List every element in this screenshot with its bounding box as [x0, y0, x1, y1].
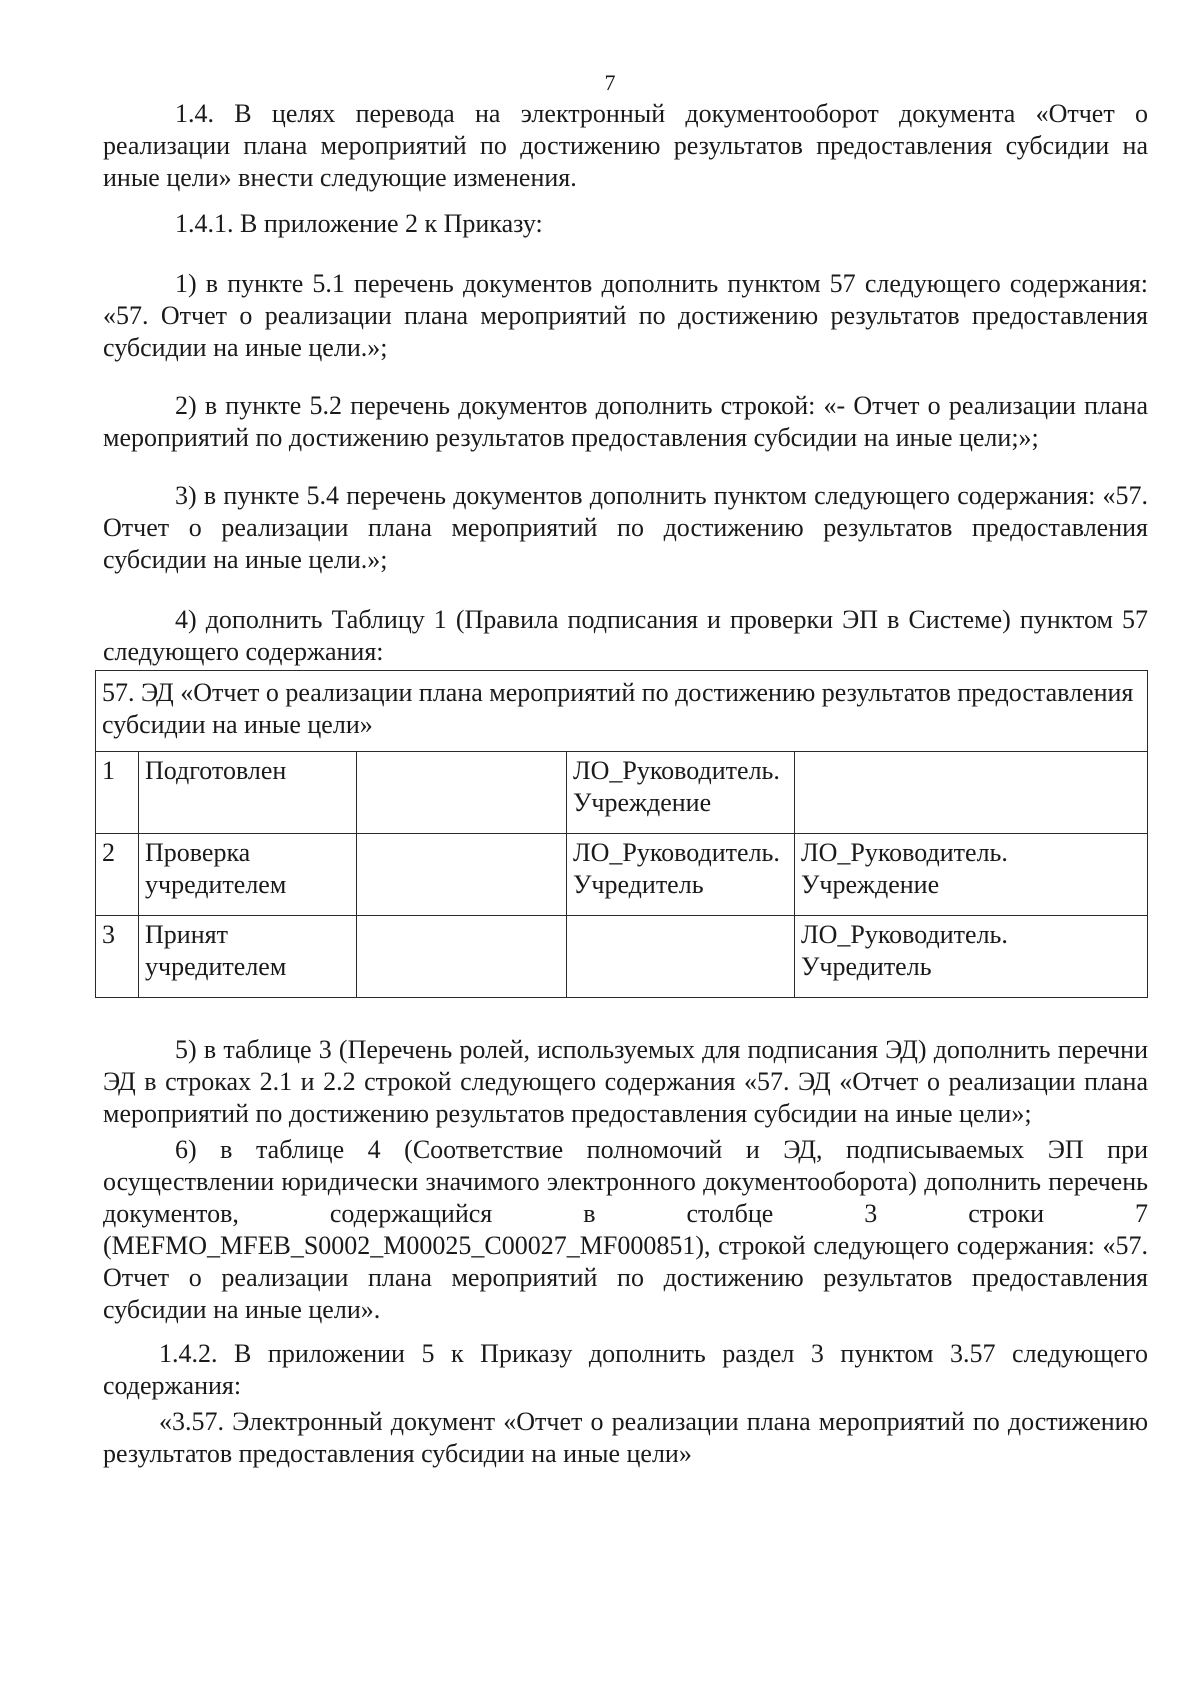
row-col3: [357, 834, 567, 916]
row-col3: [357, 916, 567, 998]
role-line: Учреждение: [573, 788, 712, 817]
role-line: Учредитель: [801, 952, 932, 981]
row-status: [139, 834, 357, 916]
status-line: Принят: [145, 920, 228, 949]
row-status: [139, 916, 357, 998]
table-row: [96, 834, 1148, 916]
status-line: Подготовлен: [145, 756, 287, 785]
table-header-row: [96, 671, 1148, 752]
role-line: Учреждение: [801, 870, 940, 899]
row-number: 3: [96, 916, 139, 998]
role-line: ЛО_Руководитель.: [573, 838, 780, 867]
status-line: учредителем: [145, 952, 287, 981]
list-item-5: 5) в таблице 3 (Перечень ролей, используемых для подписания ЭД) дополнить перечни ЭД в строках 2.1 и 2.2 строкой следующего содержания «57. ЭД «Отчет о реализации плана мероприятий по достижению результатов предоставления субсидии на иные цели»;: [103, 1035, 1148, 1128]
table-header-cell: 57. ЭД «Отчет о реализации плана мероприятий по достижению результатов предоставления субсидии на иные цели»: [96, 671, 1148, 752]
table-row: [96, 916, 1148, 998]
row-number: 1: [96, 752, 139, 834]
role-line: ЛО_Руководитель.: [573, 756, 780, 785]
page-number: 7: [604, 70, 616, 95]
table-row: [96, 752, 1148, 834]
list-item-6: 6) в таблице 4 (Соответствие полномочий и ЭД, подписываемых ЭП при осуществлении юридически значимого электронного документооборота) дополнить перечень документов, содержащийся в столбце 3 строки 7 (MEFMO_MFEB_S0002_M00025_C00027_MF000851), строкой следующего содержания: «57. Отчет о реализации плана мероприятий по достижению результатов предоставления субсидии на иные цели».: [103, 1135, 1148, 1324]
row-role-signer: [567, 752, 795, 834]
row-role-signer: [567, 916, 795, 998]
paragraph-1-4-1: 1.4.1. В приложение 2 к Приказу:: [175, 209, 543, 238]
signing-rules-table: [95, 670, 1148, 998]
list-item-3: 3) в пункте 5.4 перечень документов дополнить пунктом следующего содержания: «57. Отчет о реализации плана мероприятий по достижению результатов предоставления субсидии на иные цели.»;: [103, 481, 1148, 574]
paragraph-1-4-2: 1.4.2. В приложении 5 к Приказу дополнить раздел 3 пунктом 3.57 следующего содержания:: [103, 1339, 1148, 1400]
row-col3: [357, 752, 567, 834]
row-role-checker: [795, 834, 1148, 916]
row-number: 2: [96, 834, 139, 916]
list-item-4: 4) дополнить Таблицу 1 (Правила подписания и проверки ЭП в Системе) пунктом 57 следующего содержания:: [103, 605, 1148, 666]
paragraph-1-4: 1.4. В целях перевода на электронный документооборот документа «Отчет о реализации плана мероприятий по достижению результатов предоставления субсидии на иные цели» внести следующие изменения.: [103, 99, 1148, 192]
row-status: [139, 752, 357, 834]
status-line: Проверка: [145, 838, 251, 867]
quoted-clause-3-57: «3.57. Электронный документ «Отчет о реализации плана мероприятий по достижению результатов предоставления субсидии на иные цели»: [103, 1407, 1148, 1468]
list-item-1: 1) в пункте 5.1 перечень документов дополнить пунктом 57 следующего содержания: «57. Отчет о реализации плана мероприятий по достижению результатов предоставления субсидии на иные цели.»;: [103, 269, 1148, 362]
row-role-checker: [795, 916, 1148, 998]
role-line: ЛО_Руководитель.: [801, 920, 1008, 949]
document-body: [103, 98, 1148, 1470]
list-item-2: 2) в пункте 5.2 перечень документов дополнить строкой: «- Отчет о реализации плана мероприятий по достижению результатов предоставления субсидии на иные цели;»;: [103, 391, 1148, 452]
row-role-checker: [795, 752, 1148, 834]
status-line: учредителем: [145, 870, 287, 899]
role-line: ЛО_Руководитель.: [801, 838, 1008, 867]
row-role-signer: [567, 834, 795, 916]
role-line: Учредитель: [573, 870, 704, 899]
